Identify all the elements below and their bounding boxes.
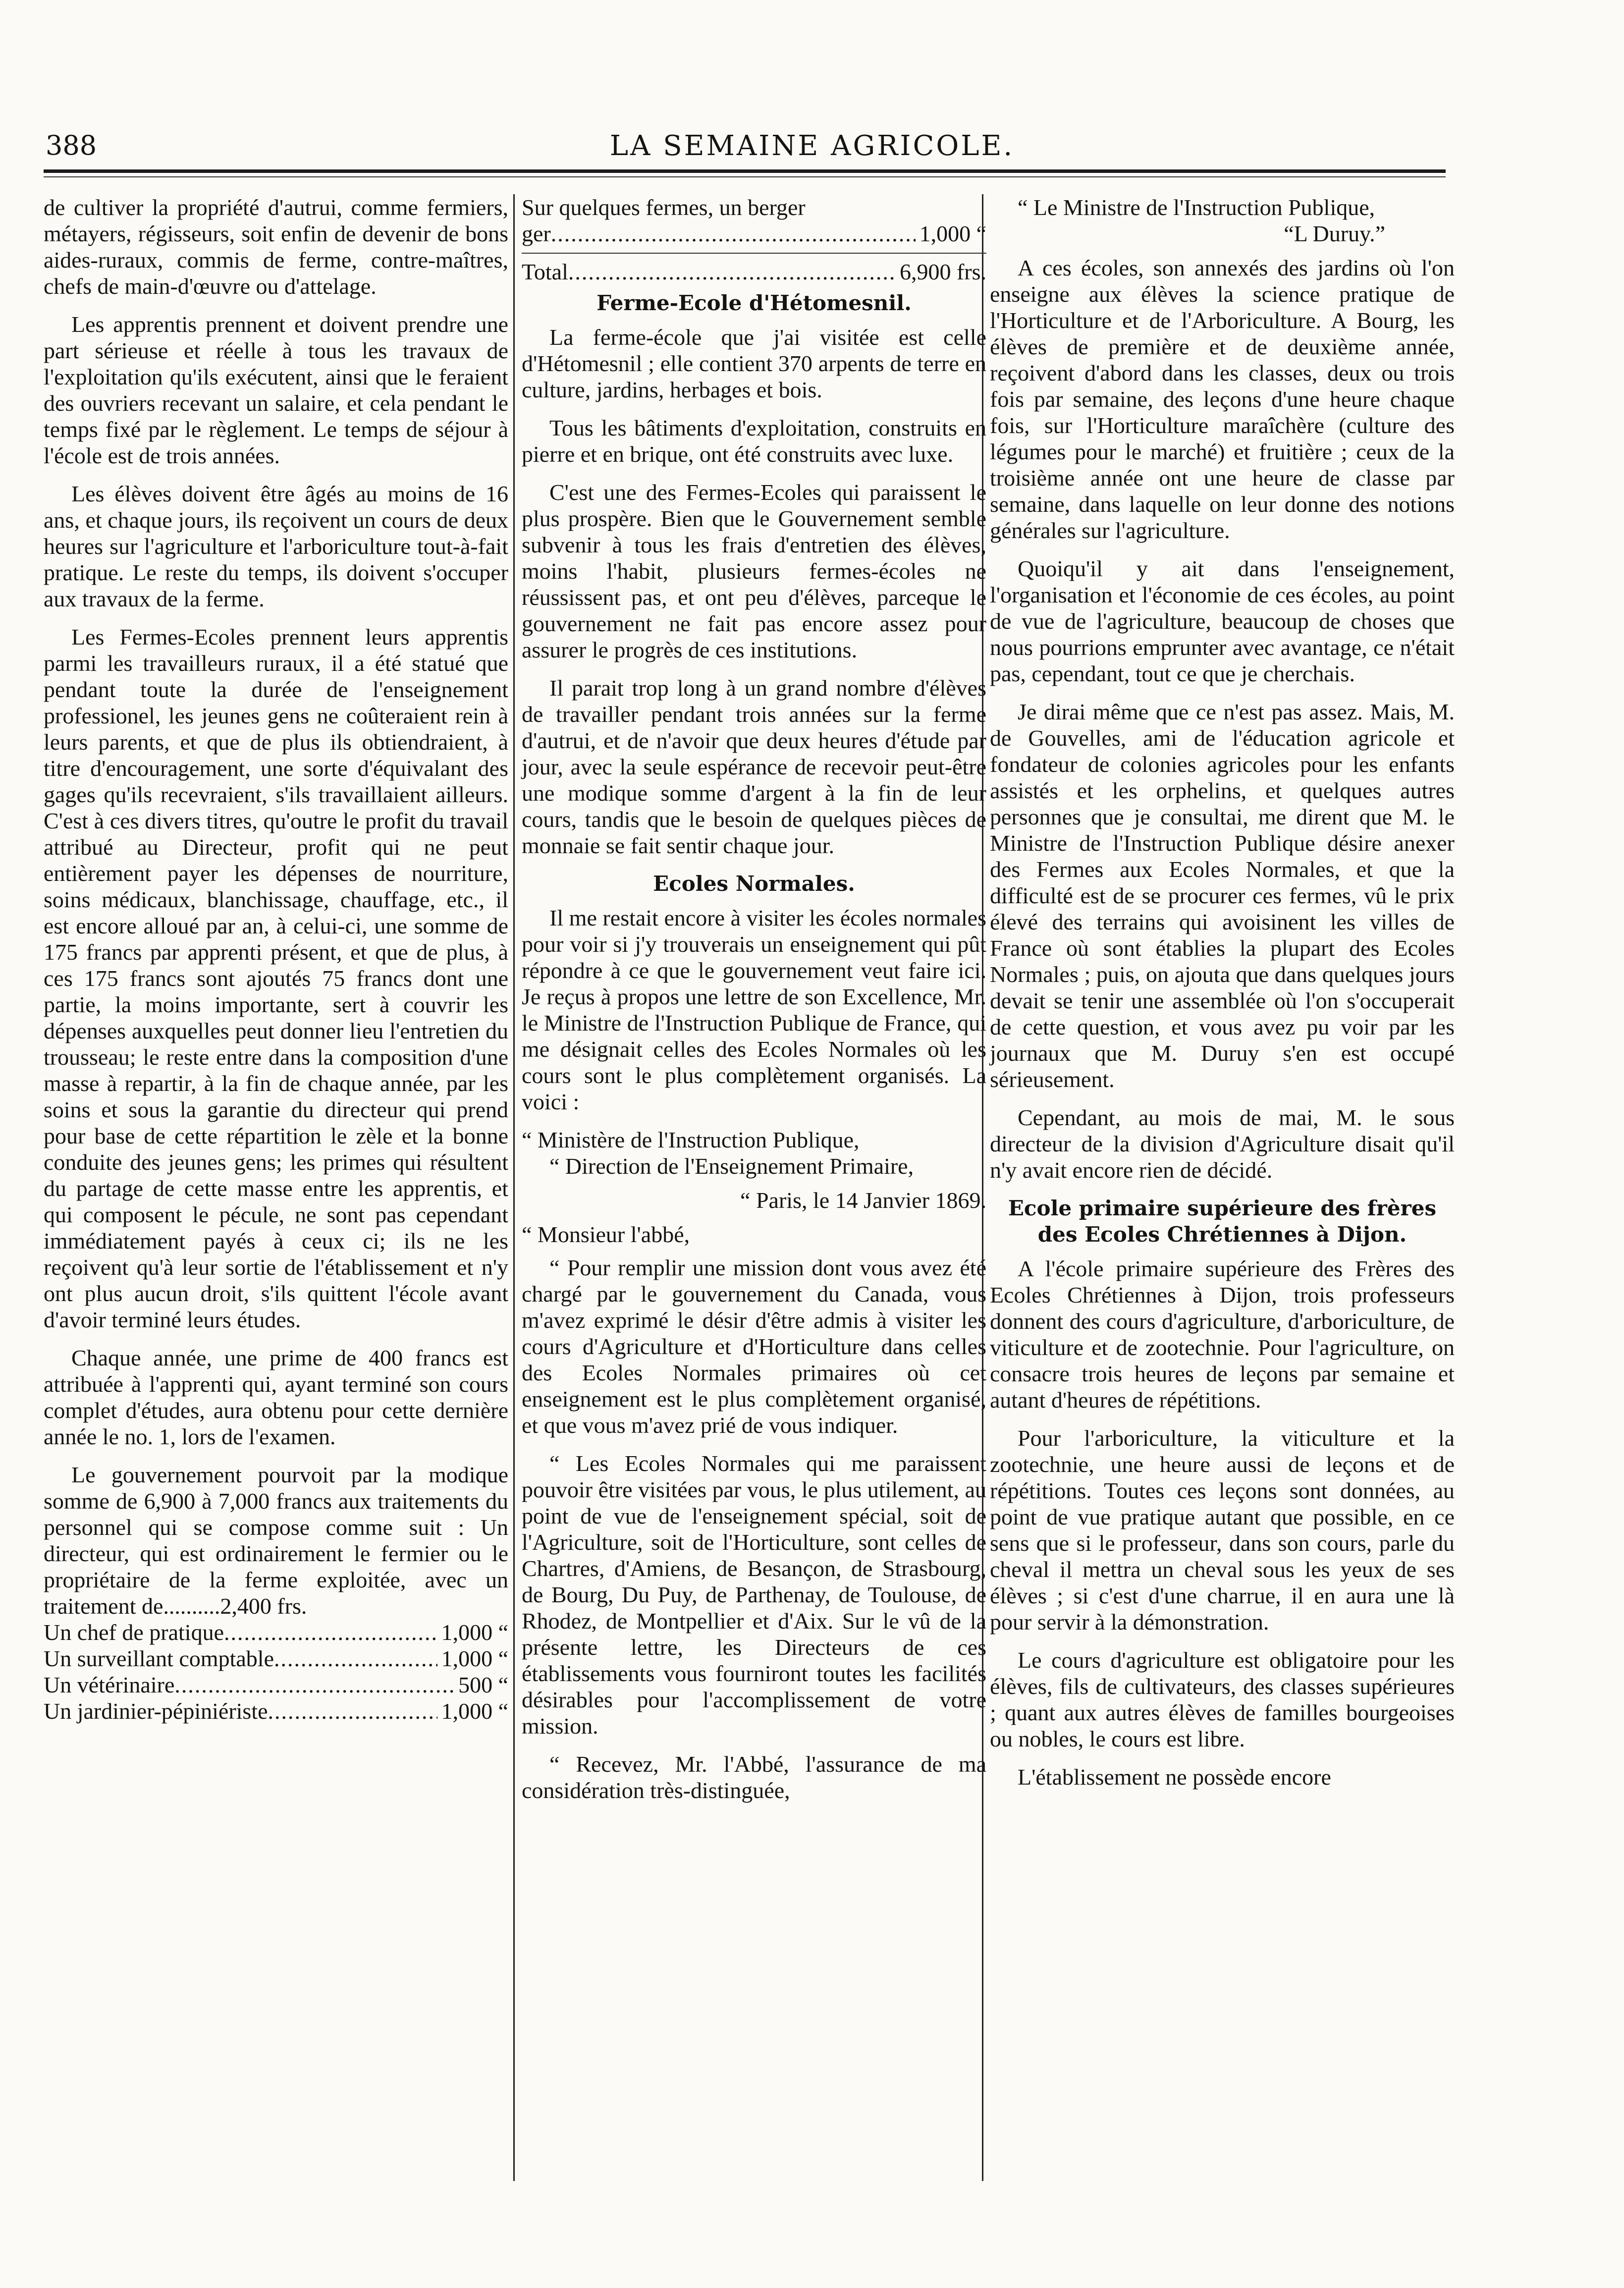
header-rule-thin	[44, 176, 1446, 177]
paragraph: “ Les Ecoles Normales qui me paraissent pouvoir être visitées par vous, le plus utilement, au point de vue de l'enseignement spécial, soit de l'Agriculture, soit de l'Horticulture, sont celles de Chartres, d'Amiens, de Besançon, de Strasbourg, de Bourg, Du Puy, de Parthenay, de Toulouse, de Rhodez, de Montpellier et d'Aix. Sur le vû de la présente lettre, les Directeurs de ces établissements vous fourniront toutes les facilités désirables pour l'accomplissement de votre mission.	[522, 1451, 986, 1739]
paragraph: Les élèves doivent être âgés au moins de 16 ans, et chaque jours, ils reçoivent un cours de deux heures sur l'agriculture et l'arboriculture tout-à-fait pratique. Le reste du temps, ils doivent s'occuper aux travaux de la ferme.	[44, 481, 508, 611]
director-salary: 2,400 frs.	[220, 1593, 307, 1619]
berger-label: ger	[522, 221, 551, 246]
staff-amount: 1,000 “	[441, 1646, 508, 1671]
letter-date: “ Paris, le 14 Janvier 1869.	[740, 1188, 986, 1213]
paragraph: Cependant, au mois de mai, M. le sous directeur de la division d'Agriculture disait qu'il n'y avait encore rien de décidé.	[990, 1105, 1455, 1183]
letter-line: “ Direction de l'Enseignement Primaire,	[549, 1153, 914, 1179]
paragraph: Il parait trop long à un grand nombre d'élèves de travailler pendant trois années sur la ferme d'autrui, et de n'avoir que deux heures d'étude par jour, avec la seule espérance de recevoir peut-être une modique somme d'argent à la fin de leur cours, tandis que le besoin de quelques pièces de monnaie se fait sentir chaque jour.	[522, 675, 986, 858]
paragraph-text: Le gouvernement pourvoit par la modique somme de 6,900 à 7,000 francs aux traitements du personnel qui se compose comme suit : Un directeur, qui est ordinairement le fermier ou le propriétaire de la ferme exploitée, avec un traitement de	[44, 1462, 508, 1619]
berger-amount: 1,000 “	[919, 221, 986, 246]
leader-dots	[224, 1619, 437, 1645]
staff-label: Un jardinier-pépiniériste	[44, 1698, 268, 1724]
letter-salutation: “ Monsieur l'abbé,	[522, 1222, 690, 1247]
section-heading: Ecole primaire supérieure des frères des Ecoles Chrétiennes à Dijon.	[1008, 1196, 1437, 1247]
total-label: Total	[522, 259, 568, 284]
total-row	[522, 259, 986, 285]
leader-dots	[568, 259, 896, 285]
paragraph: Le cours d'agriculture est obligatoire pour les élèves, fils de cultivateurs, des classes supérieures ; quant aux autres élèves de familles bourgeoises ou nobles, le cours est libre.	[990, 1647, 1455, 1751]
section-heading: Ecoles Normales.	[653, 872, 855, 896]
paragraph: L'établissement ne possède encore	[1018, 1764, 1331, 1790]
staff-label: Un chef de pratique	[44, 1620, 224, 1645]
header-rule-thick	[44, 169, 1446, 173]
paragraph: Pour l'arboriculture, la viticulture et la zootechnie, une heure aussi de leçons et de répétitions. Toutes ces leçons sont données, au point de vue pratique autant que possible, en ce sens que si le professeur, dans son cours, parle du cheval il mettra un cheval sous les yeux de ses élèves ; si c'est d'une charrue, il en aura une là pour servir à la démonstration.	[990, 1425, 1455, 1634]
paragraph: Les apprentis prennent et doivent prendre une part sérieuse et réelle à tous les travaux de l'exploitation qu'ils exécutent, ainsi que le feraient des ouvriers recevant un salaire, et cela pendant le temps fixé par le règlement. Le temps de séjour à l'école est de trois années.	[44, 312, 508, 468]
paragraph: “ Recevez, Mr. l'Abbé, l'assurance de ma considération très-distinguée,	[522, 1751, 986, 1803]
page-title: LA SEMAINE AGRICOLE.	[609, 130, 1015, 162]
paragraph: Je dirai même que ce n'est pas assez. Mais, M. de Gouvelles, ami de l'éducation agricole et fondateur de colonies agricoles pour les enfants assistés et les orphelins, et quelques autres personnes que je consultai, me dirent que M. le Ministre de l'Instruction Publique désire anexer des Fermes aux Ecoles Normales, et que la difficulté est de se procurer ces fermes, vû le prix élevé des terrains qui avoisinent les villes de France où sont établies la plupart des Ecoles Normales ; puis, on ajouta que dans quelques jours devait se tenir une assemblée où l'on s'occuperait de cette question, et vous avez pu voir par les journaux que M. Duruy s'en est occupé sérieusement.	[990, 699, 1455, 1092]
total-rule	[522, 253, 986, 254]
paragraph: A ces écoles, son annexés des jardins où l'on enseigne aux élèves la science pratique de l'Horticulture et de l'Arboriculture. A Bourg, les élèves de première et de deuxième année, reçoivent d'abord dans les classes, deux ou trois fois par semaine, des leçons d'une heure chaque fois, sur l'Horticulture maraîchère (culture des légumes pour le marché) et fruitière ; ceux de la troisième année ont une heure de classe par semaine, dans laquelle on leur donne des notions générales sur l'agriculture.	[990, 255, 1455, 543]
paragraph: Chaque année, une prime de 400 francs est attribuée à l'apprenti qui, ayant terminé son cours complet d'études, aura obtenu pour cette dernière année le no. 1, lors de l'examen.	[44, 1345, 508, 1449]
leader-dots	[551, 220, 916, 247]
staff-row	[44, 1645, 508, 1672]
letter-line: “ Ministère de l'Instruction Publique,	[522, 1127, 860, 1152]
berger-line: Sur quelques fermes, un berger	[522, 195, 806, 220]
paragraph: de cultiver la propriété d'autrui, comme fermiers, métayers, régisseurs, soit enfin de devenir de bons aides-ruraux, commis de ferme, contre-maîtres, chefs de main-d'œuvre ou d'attelage.	[44, 195, 508, 299]
total-amount: 6,900 frs.	[899, 259, 986, 284]
leader-dots	[174, 1672, 454, 1698]
paragraph: A l'école primaire supérieure des Frères des Ecoles Chrétiennes à Dijon, trois professeurs donnent des cours d'agriculture, d'arboriculture, de viticulture et de zootechnie. Pour l'agriculture, on consacre trois heures de leçons par semaine et autant d'heures de répétitions.	[990, 1256, 1455, 1413]
staff-label: Un surveillant comptable	[44, 1646, 274, 1671]
paragraph: C'est une des Fermes-Ecoles qui paraissent le plus prospère. Bien que le Gouvernement semble subvenir à tous les frais d'entretien des élèves, moins l'habit, plusieurs fermes-écoles ne réussissent pas, et ont peu d'élèves, parceque le gouvernement ne fait pas encore assez pour assurer le progrès de ces institutions.	[522, 480, 986, 662]
paragraph: Les Fermes-Ecoles prennent leurs apprentis parmi les travailleurs ruraux, il a été statué que pendant toute la durée de l'enseignement professionel, les jeunes gens ne coûteraient rein à leurs parents, et que de plus ils obtiendraient, à titre d'encouragement, une sorte d'équivalant des gages qu'ils recevraient, s'ils travaillaient ailleurs. C'est à ces divers titres, qu'outre le profit du travail attribué au Directeur, profit qui ne peut entièrement payer les dépenses de nourriture, soins médicaux, blanchissage, chauffage, etc., il est encore alloué par an, à celui-ci, une somme de 175 francs par apprenti présent, et que de plus, à ces 175 francs sont ajoutés 75 francs dont une partie, la moins importante, sert à couvrir les dépenses auxquelles peut donner lieu l'entretien du trousseau; le reste entre dans la composition d'une masse à repartir, à la fin de chaque année, par les soins et sous la garantie du directeur qui prend pour base de cette répartition le zèle et la bonne conduite des jeunes gens; les primes qui résultent du partage de cette masse entre les apprentis, et qui composent le pécule, ne sont pas cependant immédiatement payés à ceux ci; ils ne les reçoivent qu'à leur sortie de l'établissement et n'y ont plus aucun droit, s'ils quittent l'école avant d'avoir terminé leurs études.	[44, 624, 508, 1332]
berger-row	[522, 220, 986, 247]
staff-amount: 500 “	[458, 1672, 508, 1697]
column-2	[522, 194, 986, 1815]
staff-row	[44, 1698, 508, 1724]
column-1	[44, 194, 508, 1724]
column-divider-1	[513, 194, 515, 2181]
leader-dots	[268, 1698, 437, 1724]
section-heading: Ferme-Ecole d'Hétomesnil.	[596, 291, 912, 315]
letter-line: “ Le Ministre de l'Instruction Publique,	[1018, 195, 1375, 220]
paragraph: Il me restait encore à visiter les écoles normales pour voir si j'y trouverais un enseignement qui pût répondre à ce que le gouvernement veut faire ici. Je reçus à propos une lettre de son Excellence, Mr. le Ministre de l'Instruction Publique de France, qui me désignait celles des Ecoles Normales où les cours sont le plus complètement organisés. La voici :	[522, 905, 986, 1114]
letter-signature: “L Duruy.”	[1284, 221, 1385, 246]
paragraph: Tous les bâtiments d'exploitation, construits en pierre et en brique, ont été construits avec luxe.	[522, 415, 986, 467]
paragraph: Le gouvernement pourvoit par la modique somme de 6,900 à 7,000 francs aux traitements du personnel qui se compose comme suit : Un directeur, qui est ordinairement le fermier ou le propriétaire de la ferme exploitée, avec un traitement de..........2,400 frs.	[44, 1462, 508, 1619]
paragraph: La ferme-école que j'ai visitée est celle d'Hétomesnil ; elle contient 370 arpents de terre en culture, jardins, herbages et bois.	[522, 325, 986, 402]
leader-dots	[274, 1645, 437, 1672]
paragraph: “ Pour remplir une mission dont vous avez été chargé par le gouvernement du Canada, vous m'avez exprimé le désir d'être admis à visiter les cours d'Agriculture et d'Horticulture dans celles des Ecoles Normales primaires où cet enseignement est le plus complètement organisé, et que vous m'avez prié de vous indiquer.	[522, 1255, 986, 1438]
staff-row	[44, 1672, 508, 1698]
paragraph: Quoiqu'il y ait dans l'enseignement, l'organisation et l'économie de ces écoles, au point de vue de l'agriculture, beaucoup de choses que nous pourrions emprunter avec avantage, ce n'était pas, cependant, tout ce que je cherchais.	[990, 556, 1455, 686]
staff-amount: 1,000 “	[441, 1698, 508, 1724]
staff-amount: 1,000 “	[441, 1620, 508, 1645]
staff-label: Un vétérinaire	[44, 1672, 175, 1697]
staff-row	[44, 1619, 508, 1645]
column-3	[990, 194, 1455, 1802]
page-number: 388	[46, 130, 97, 161]
